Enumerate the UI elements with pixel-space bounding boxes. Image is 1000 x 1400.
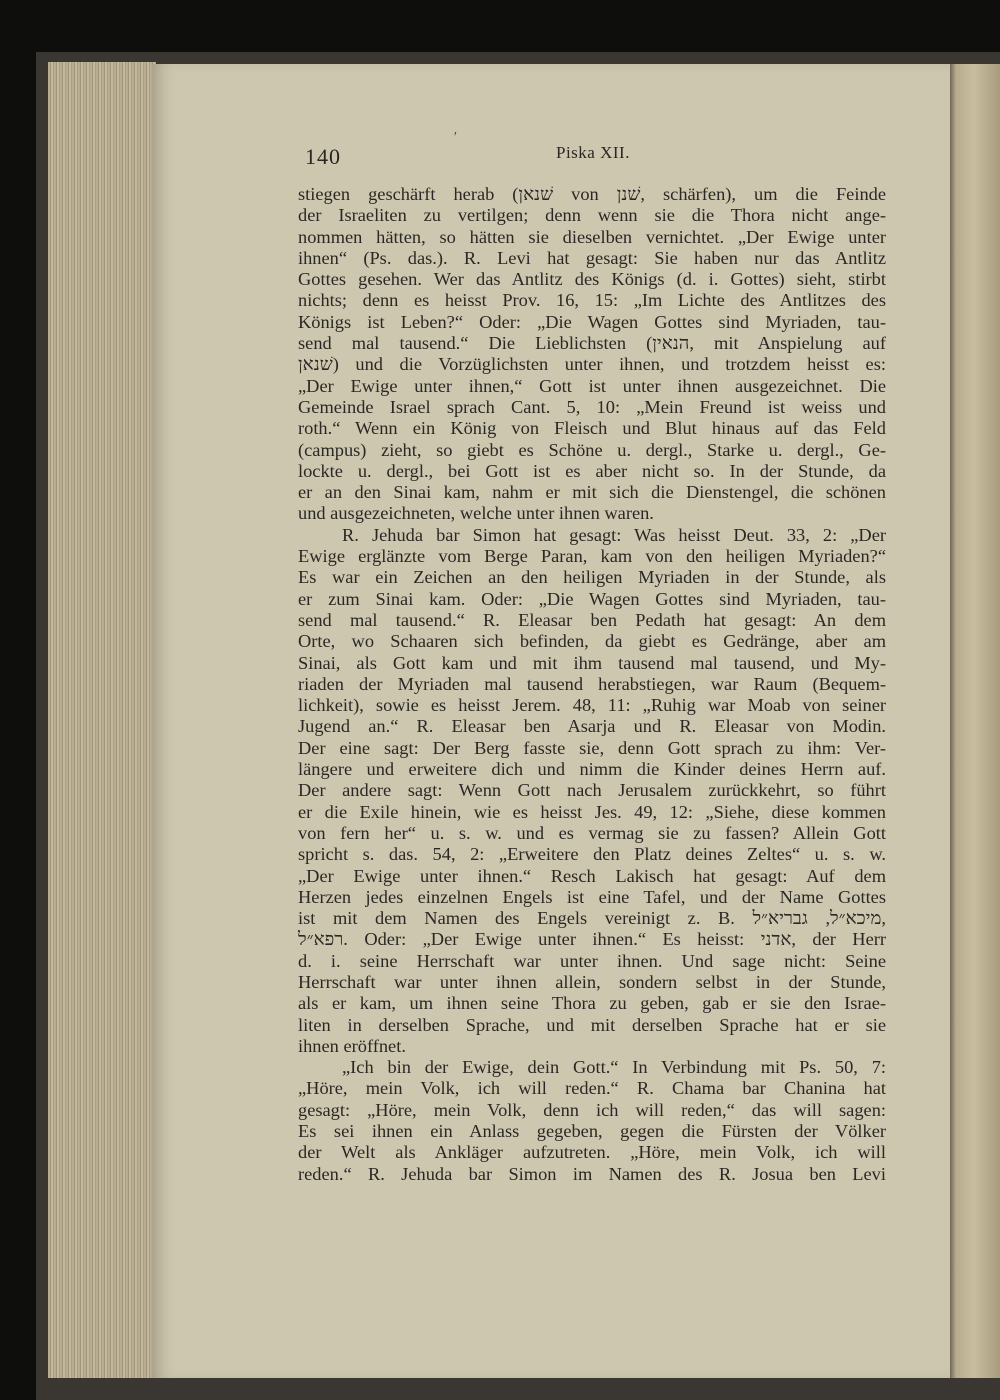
text-line: roth.“ Wenn ein König von Fleisch und Blut hinaus auf das Feld [298, 418, 886, 439]
text-line: lichkeit), sowie es heisst Jerem. 48, 11: „Ruhig war Moab von seiner [298, 695, 886, 716]
text-line: als er kam, um ihnen seine Thora zu geben, gab er sie den Israe- [298, 993, 886, 1014]
text-line: Königs ist Leben?“ Oder: „Die Wagen Gottes sind Myriaden, tau- [298, 311, 886, 332]
text-line: der Welt als Ankläger aufzutreten. „Höre, mein Volk, ich will [298, 1142, 886, 1163]
text-line: nichts; denn es heisst Prov. 16, 15: „Im Lichte des Antlitzes des [298, 290, 886, 311]
text-line: R. Jehuda bar Simon hat gesagt: Was heisst Deut. 33, 2: „Der [342, 524, 886, 545]
text-line: Jugend an.“ R. Eleasar ben Asarja und R. Eleasar von Modin. [298, 716, 886, 737]
body-text [298, 184, 888, 1185]
text-line: רפא״ל. Oder: „Der Ewige unter ihnen.“ Es heisst: אדני, der Herr [298, 929, 886, 950]
text-line: send mal tausend.“ Die Lieblichsten (הנאין, mit Anspielung auf [298, 333, 887, 354]
text-line: gesagt: „Höre, mein Volk, denn ich will reden,“ das will sagen: [298, 1099, 886, 1120]
text-line: „Der Ewige unter ihnen.“ Resch Lakisch hat gesagt: Auf dem [298, 865, 886, 886]
text-line: lockte u. dergl., bei Gott ist es aber nicht so. In der Stunde, da [298, 460, 886, 481]
text-line: riaden der Myriaden mal tausend herabstiegen, war Raum (Bequem- [298, 673, 886, 694]
text-line: שׁנאן) und die Vorzüglichsten unter ihnen, und trotzdem heisst es: [298, 354, 886, 375]
page-edge [48, 62, 156, 1378]
text-line: er die Exile hinein, wie es heisst Jes. 49, 12: „Siehe, diese kommen [298, 801, 886, 822]
text-line: Es war ein Zeichen an den heiligen Myriaden in der Stunde, als [298, 567, 886, 588]
text-line: längere und erweitere dich und nimm die Kinder deines Herrn auf. [298, 759, 886, 780]
text-line: „Höre, mein Volk, ich will reden.“ R. Chama bar Chanina hat [298, 1078, 886, 1099]
text-line: liten in derselben Sprache, und mit derselben Sprache hat er sie [298, 1014, 886, 1035]
text-line: ihnen eröffnet. [298, 1035, 406, 1056]
printer-mark: ′ [454, 130, 458, 145]
text-line: Sinai, als Gott kam und mit ihm tausend mal tausend, und My- [298, 652, 886, 673]
text-line: Orte, wo Schaaren sich befinden, da giebt es Gedränge, aber am [298, 631, 886, 652]
text-line: Herzen jedes einzelnen Engels ist eine Tafel, und der Name Gottes [298, 886, 886, 907]
text-line: und ausgezeichneten, welche unter ihnen waren. [298, 503, 654, 524]
text-line: d. i. seine Herrschaft war unter ihnen. Und sage nicht: Seine [298, 950, 886, 971]
text-line: reden.“ R. Jehuda bar Simon im Namen des R. Josua ben Levi [298, 1163, 886, 1184]
text-line: „Ich bin der Ewige, dein Gott.“ In Verbindung mit Ps. 50, 7: [342, 1057, 886, 1078]
text-line: (campus) zieht, so giebt es Schöne u. dergl., Starke u. dergl., Ge- [298, 439, 886, 460]
running-head: Piska XII. [556, 143, 630, 162]
facing-page-edge [950, 64, 1000, 1378]
text-line: Es sei ihnen ein Anlass gegeben, gegen die Fürsten der Völker [298, 1121, 886, 1142]
text-line: ist mit dem Namen des Engels vereinigt z. B. מיכא״ל, גבריא״ל, [298, 908, 886, 929]
page-header [300, 141, 890, 167]
text-line: Gemeinde Israel sprach Cant. 5, 10: „Mein Freund ist weiss und [298, 396, 886, 417]
text-line: der Israeliten zu vertilgen; denn wenn sie die Thora nicht ange- [298, 205, 886, 226]
text-line: er an den Sinai kam, nahm er mit sich die Dienstengel, die schönen [298, 482, 886, 503]
text-line: stiegen geschärft herab (שׁנאן von שׁנן, schärfen), um die Feinde [298, 184, 886, 204]
text-line: Der andere sagt: Wenn Gott nach Jerusalem zurückkehrt, so führt [298, 780, 886, 801]
text-line: von fern her“ u. s. w. und es vermag sie zu fassen? Allein Gott [298, 822, 886, 843]
text-line: nommen hätten, so hätten sie dieselben vernichtet. „Der Ewige unter [298, 226, 886, 247]
text-line: spricht s. das. 54, 2: „Erweitere den Platz deines Zeltes“ u. s. w. [298, 844, 886, 865]
text-line: Ewige erglänzte vom Berge Paran, kam von den heiligen Myriaden?“ [298, 546, 886, 567]
text-line: Gottes gesehen. Wer das Antlitz des Königs (d. i. Gottes) sieht, stirbt [298, 269, 886, 290]
page-number: 140 [305, 144, 341, 169]
text-line: er zum Sinai kam. Oder: „Die Wagen Gottes sind Myriaden, tau- [298, 588, 886, 609]
text-line: ihnen“ (Ps. das.). R. Levi hat gesagt: Sie haben nur das Antlitz [298, 247, 886, 268]
text-line: Herrschaft war unter ihnen allein, sondern selbst in der Stunde, [298, 971, 886, 992]
text-line: send mal tausend.“ R. Eleasar ben Pedath hat gesagt: An dem [298, 609, 886, 630]
text-line: Der eine sagt: Der Berg fasste sie, denn Gott sprach zu ihm: Ver- [298, 737, 886, 758]
text-line: „Der Ewige unter ihnen,“ Gott ist unter ihnen ausgezeichnet. Die [298, 375, 886, 396]
